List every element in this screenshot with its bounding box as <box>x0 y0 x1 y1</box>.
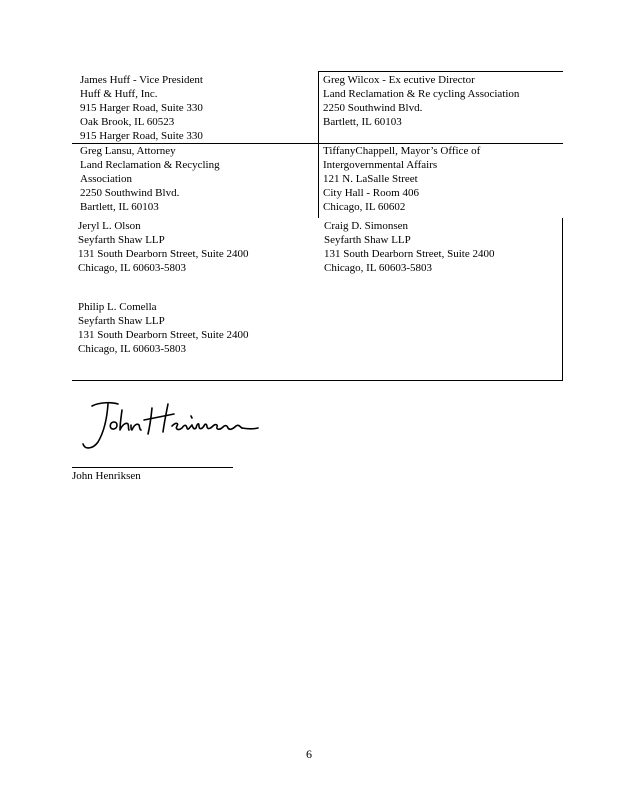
address-block-chappell <box>323 144 480 214</box>
table-right-border <box>562 218 563 381</box>
address-line: 2250 Southwind Blvd. <box>80 187 180 199</box>
handwritten-signature <box>78 398 263 458</box>
address-block-comella <box>78 300 248 356</box>
address-line: Seyfarth Shaw LLP <box>78 315 165 327</box>
signature-line <box>72 467 233 468</box>
address-line: Craig D. Simonsen <box>324 220 409 232</box>
address-line: 915 Harger Road, Suite 330 <box>80 102 203 114</box>
page-number: 6 <box>306 747 312 761</box>
address-block-wilcox <box>323 73 519 129</box>
address-line: Huff & Huff, Inc. <box>80 88 158 100</box>
table-bottom-rule <box>72 380 563 381</box>
address-line: 121 N. LaSalle Street <box>323 173 418 185</box>
address-block-simonsen <box>324 219 494 275</box>
address-line: Chicago, IL 60602 <box>323 201 406 213</box>
address-line: City Hall - Room 406 <box>323 187 419 199</box>
address-line: Greg Wilcox - Ex ecutive Director <box>323 74 475 86</box>
address-line: Greg Lansu, Attorney <box>80 145 176 157</box>
address-block-lansu <box>80 144 220 214</box>
address-line: Oak Brook, IL 60523 <box>80 116 175 128</box>
address-line: Chicago, IL 60603-5803 <box>78 343 187 355</box>
table-top-right-rule <box>318 71 563 72</box>
address-line: Intergovernmental Affairs <box>323 159 438 171</box>
address-line: Philip L. Comella <box>78 301 157 313</box>
address-block-olson <box>78 219 248 275</box>
address-line: TiffanyChappell, Mayor’s Office of <box>323 145 481 157</box>
address-line: Seyfarth Shaw LLP <box>324 234 411 246</box>
address-line: Association <box>80 173 132 185</box>
address-line: Jeryl L. Olson <box>78 220 141 232</box>
signer-name: John Henriksen <box>72 470 141 482</box>
address-line: Seyfarth Shaw LLP <box>78 234 165 246</box>
address-line: Chicago, IL 60603-5803 <box>324 262 433 274</box>
address-line: Chicago, IL 60603-5803 <box>78 262 187 274</box>
address-line: James Huff - Vice President <box>80 74 203 86</box>
address-line: Bartlett, IL 60103 <box>323 116 402 128</box>
address-block-huff <box>80 73 203 143</box>
address-line: Land Reclamation & Recycling <box>80 159 220 171</box>
address-line: Land Reclamation & Re cycling Association <box>323 88 520 100</box>
address-line: 131 South Dearborn Street, Suite 2400 <box>78 329 249 341</box>
address-line: 131 South Dearborn Street, Suite 2400 <box>78 248 249 260</box>
address-line: 131 South Dearborn Street, Suite 2400 <box>324 248 495 260</box>
address-line: 915 Harger Road, Suite 330 <box>80 130 203 142</box>
address-line: 2250 Southwind Blvd. <box>323 102 423 114</box>
address-line: Bartlett, IL 60103 <box>80 201 159 213</box>
table-center-divider <box>318 71 319 218</box>
